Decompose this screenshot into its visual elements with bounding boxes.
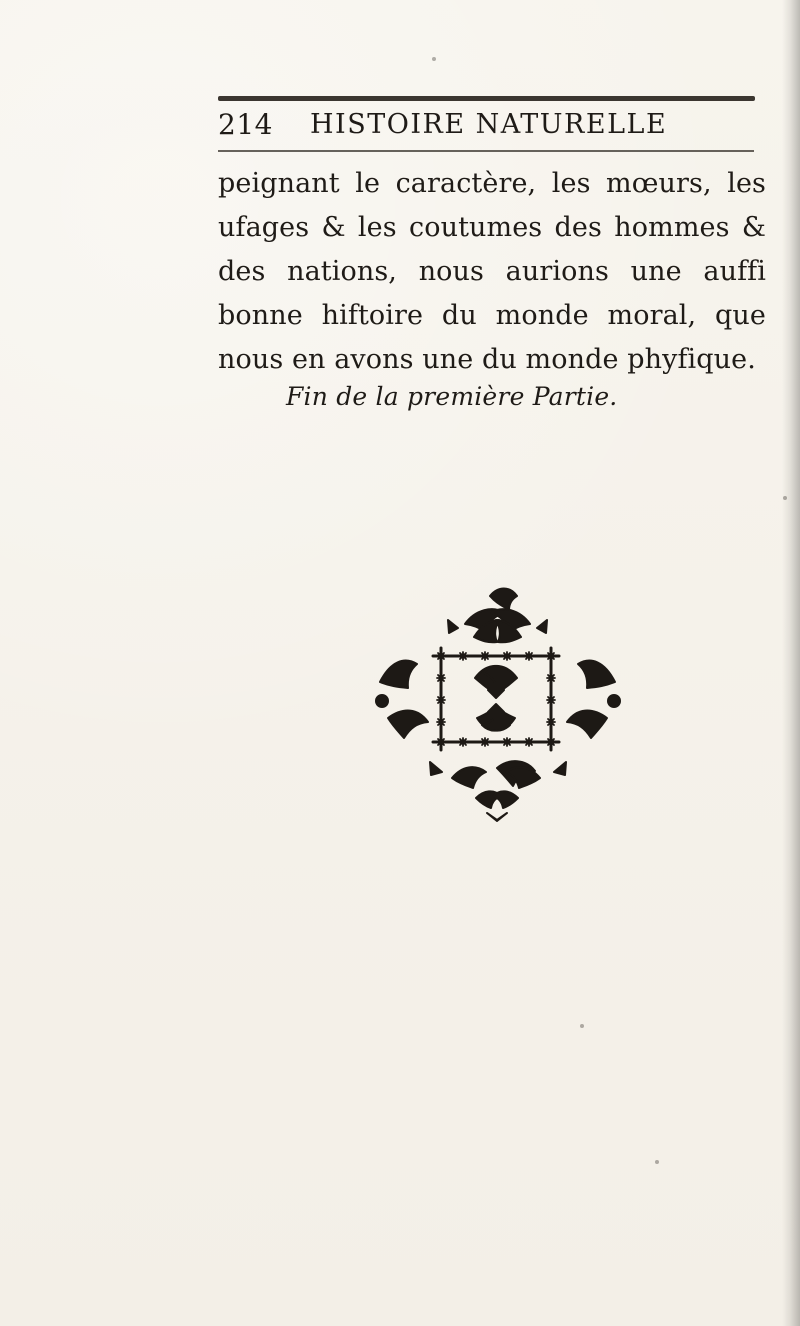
body-text: [218, 162, 766, 382]
paper-speck: [580, 1024, 584, 1028]
header-bottom-rule: [218, 150, 754, 152]
page-number: 214: [218, 108, 273, 141]
paragraph: peignant le caractère, les mœurs, les ufages & les coutumes des hommes & des nations, nous aurions une auffi bonne hiftoire du monde moral, que nous en avons une du monde phyfique.: [218, 168, 766, 375]
page-header: [218, 107, 756, 147]
page-edge-shadow: [782, 0, 800, 1326]
printer-ornament-icon: [370, 582, 625, 832]
paper-speck: [655, 1160, 659, 1164]
printer-ornament: [370, 582, 625, 832]
running-title: HISTOIRE NATURELLE: [310, 109, 668, 140]
header-top-rule: [218, 96, 755, 101]
paper-speck: [432, 57, 436, 61]
end-of-part-note: Fin de la première Partie.: [286, 382, 618, 411]
paper-speck: [783, 496, 787, 500]
